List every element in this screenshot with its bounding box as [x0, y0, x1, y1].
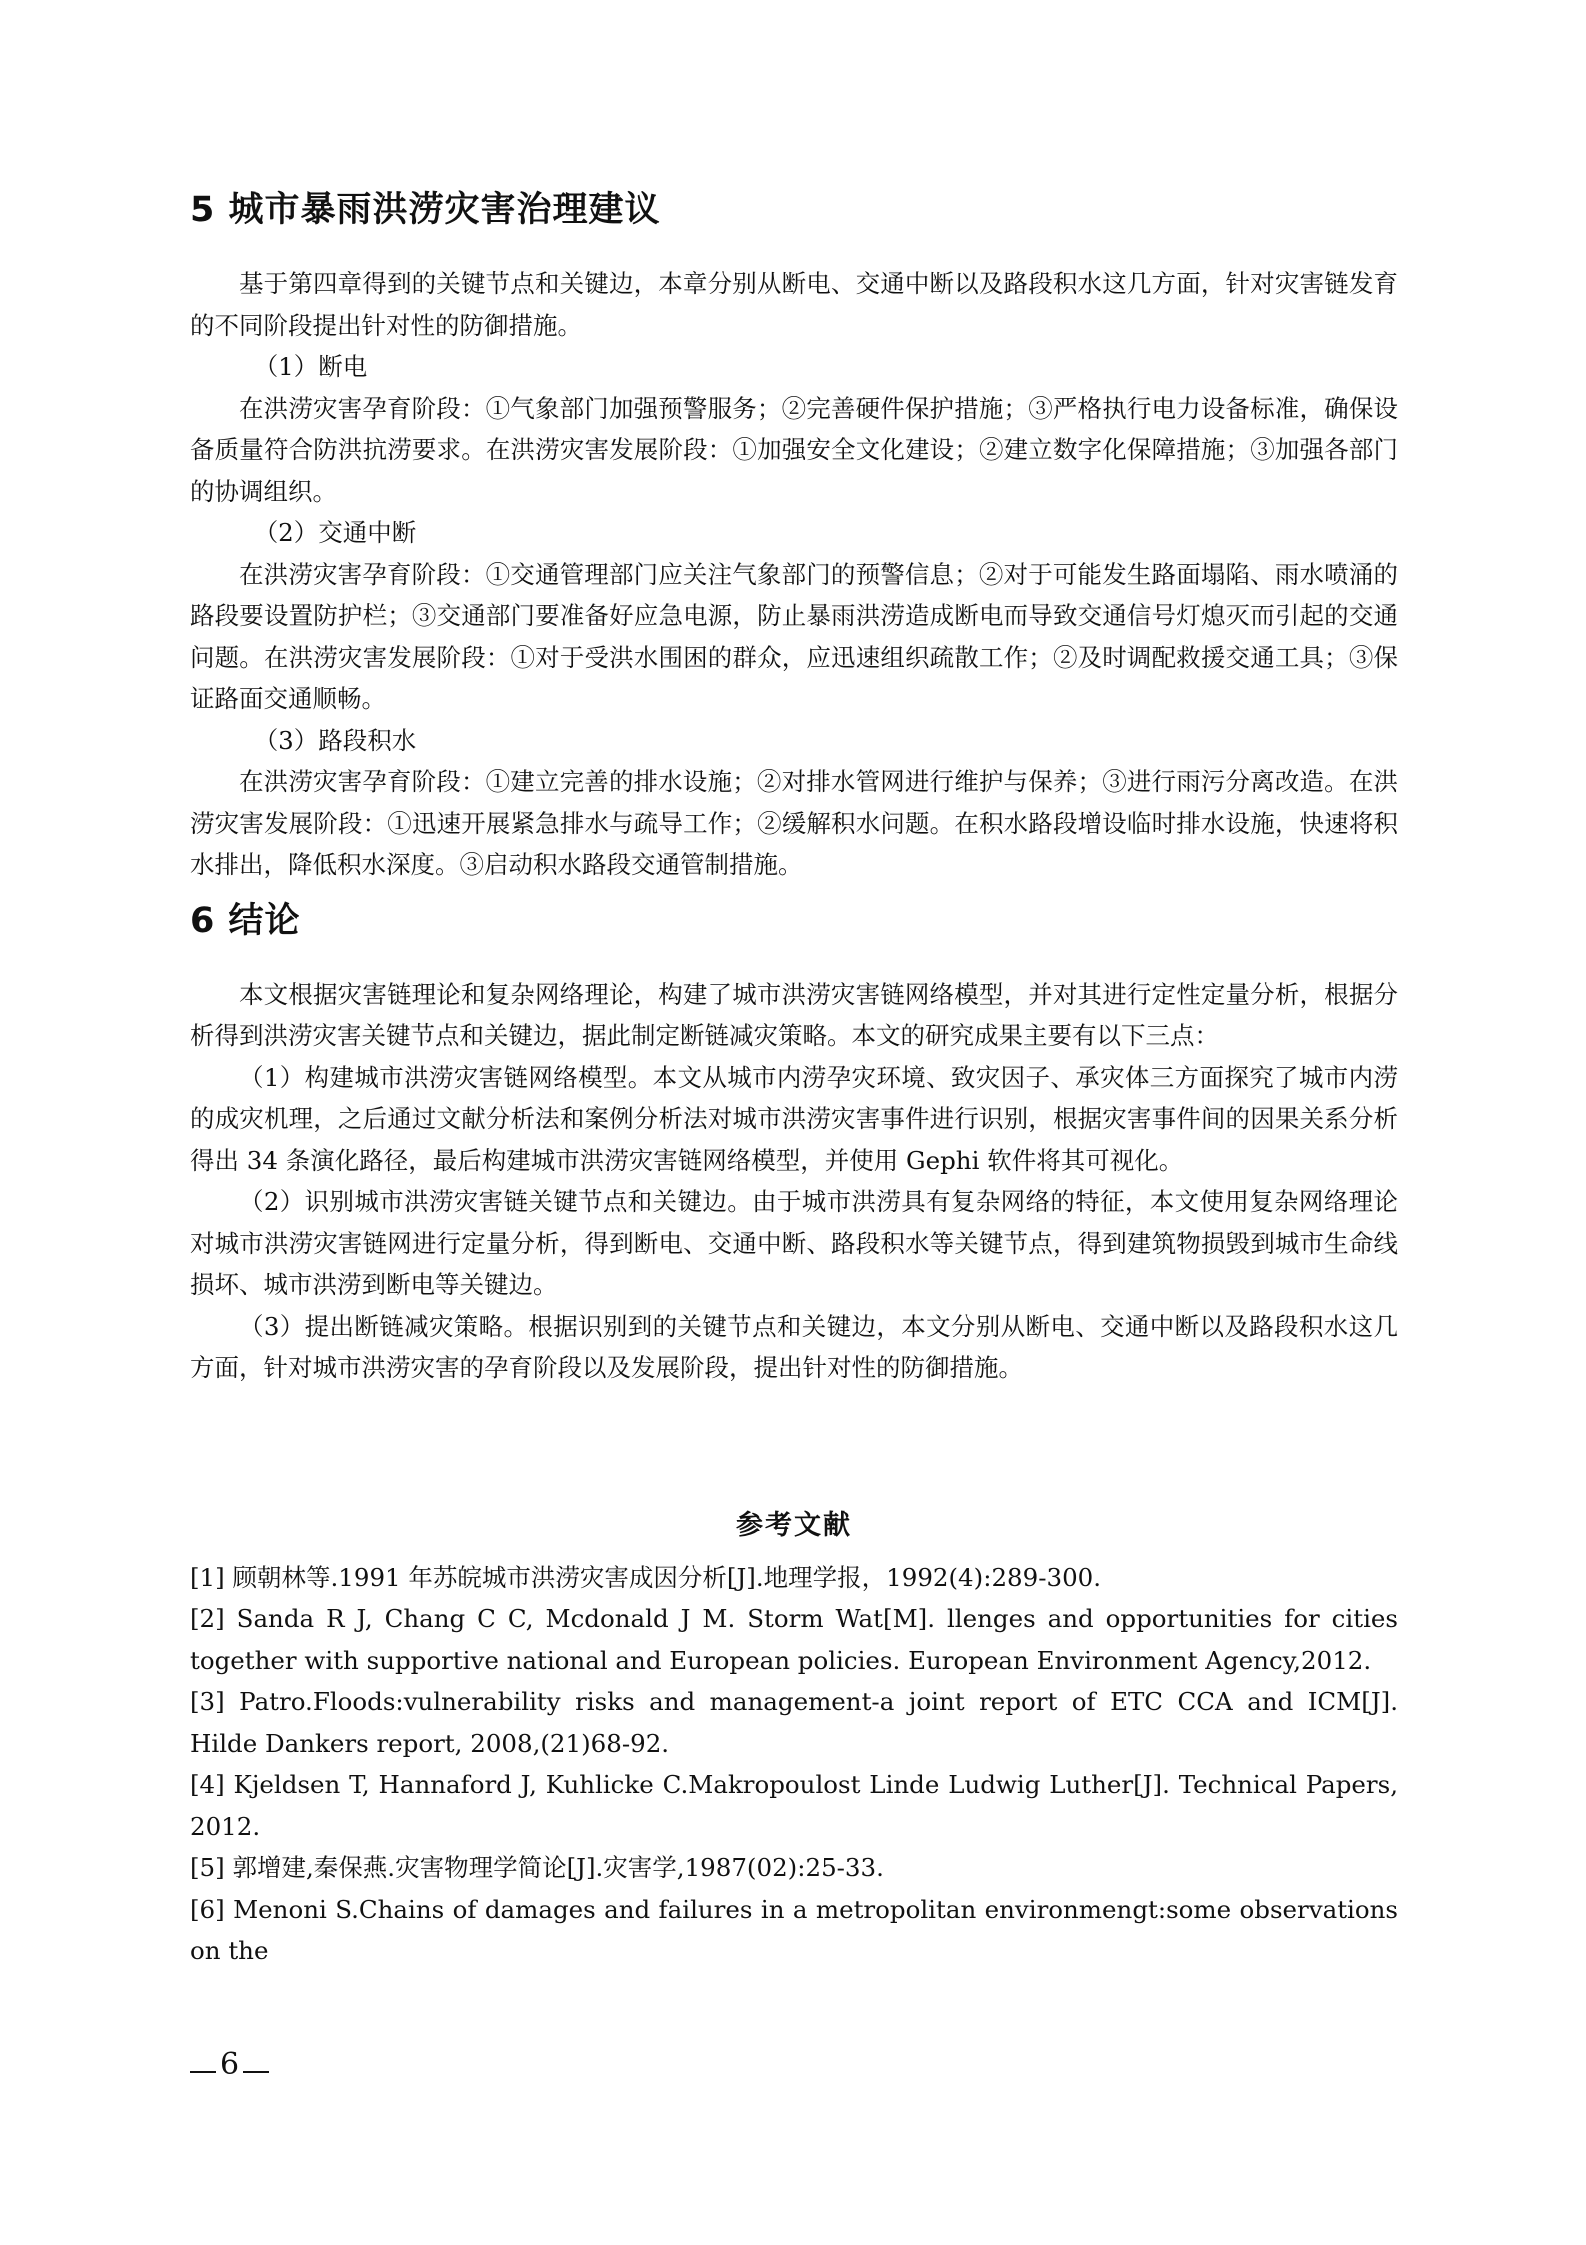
section-5-intro: 基于第四章得到的关键节点和关键边，本章分别从断电、交通中断以及路段积水这几方面，针对灾害链发育的不同阶段提出针对性的防御措施。	[190, 269, 1398, 340]
section-6-heading: 6 结论	[190, 900, 301, 941]
conclusion-paragraph: （2）识别城市洪涝灾害链关键节点和关键边。由于城市洪涝具有复杂网络的特征，本文使用复杂网络理论对城市洪涝灾害链网进行定量分析，得到断电、交通中断、路段积水等关键节点，得到建筑物损毁到城市生命线损坏、城市洪涝到断电等关键边。	[190, 1187, 1398, 1299]
item-2-label: （2）交通中断	[253, 518, 417, 547]
page-number-left-dash	[190, 2071, 216, 2073]
reference-item: [2] Sanda R J, Chang C C, Mcdonald J M. Storm Wat[M]. llenges and opportunities for cities together with supportive national and European policies. European Environment Agency,2012.	[190, 1604, 1398, 1675]
conclusion-paragraph: （1）构建城市洪涝灾害链网络模型。本文从城市内涝孕灾环境、致灾因子、承灾体三方面探究了城市内涝的成灾机理，之后通过文献分析法和案例分析法对城市洪涝灾害事件进行识别，根据灾害事件间的因果关系分析得出 34 条演化路径，最后构建城市洪涝灾害链网络模型，并使用 Gephi 软件将其可视化。	[190, 1062, 1398, 1175]
page-number-right-dash	[243, 2071, 269, 2073]
page-number-value: 6	[220, 2047, 240, 2082]
item-2-text: 在洪涝灾害孕育阶段：①交通管理部门应关注气象部门的预警信息；②对于可能发生路面塌陷、雨水喷涌的路段要设置防护栏；③交通部门要准备好应急电源，防止暴雨洪涝造成断电而导致交通信号灯熄灭而引起的交通问题。在洪涝灾害发展阶段：①对于受洪水围困的群众，应迅速组织疏散工作；②及时调配救援交通工具；③保证路面交通顺畅。	[190, 559, 1398, 713]
conclusion-paragraph: 本文根据灾害链理论和复杂网络理论，构建了城市洪涝灾害链网络模型，并对其进行定性定量分析，根据分析得到洪涝灾害关键节点和关键边，据此制定断链减灾策略。本文的研究成果主要有以下三点：	[190, 979, 1398, 1050]
item-3-label: （3）路段积水	[253, 725, 417, 755]
item-1-text: 在洪涝灾害孕育阶段：①气象部门加强预警服务；②完善硬件保护措施；③严格执行电力设备标准，确保设备质量符合防洪抗涝要求。在洪涝灾害发展阶段：①加强安全文化建设；②建立数字化保障措施；③加强各部门的协调组织。	[190, 393, 1398, 506]
page-number	[190, 2045, 269, 2085]
reference-item: [5] 郭增建,秦保燕.灾害物理学简论[J].灾害学,1987(02):25-33.	[190, 1853, 884, 1882]
reference-item: [4] Kjeldsen T, Hannaford J, Kuhlicke C.Makropoulost Linde Ludwig Luther[J]. Technical Papers, 2012.	[190, 1770, 1398, 1841]
conclusion-paragraph: （3）提出断链减灾策略。根据识别到的关键节点和关键边，本文分别从断电、交通中断以及路段积水这几方面，针对城市洪涝灾害的孕育阶段以及发展阶段，提出针对性的防御措施。	[190, 1311, 1398, 1382]
item-3-text: 在洪涝灾害孕育阶段：①建立完善的排水设施；②对排水管网进行维护与保养；③进行雨污分离改造。在洪涝灾害发展阶段：①迅速开展紧急排水与疏导工作；②缓解积水问题。在积水路段增设临时排水设施，快速将积水排出，降低积水深度。③启动积水路段交通管制措施。	[190, 767, 1398, 879]
reference-item: [6] Menoni S.Chains of damages and failures in a metropolitan environmengt:some observations on the	[190, 1894, 1398, 1965]
section-5-heading: 5 城市暴雨洪涝灾害治理建议	[190, 190, 661, 230]
reference-item: [3] Patro.Floods:vulnerability risks and management-a joint report of ETC CCA and ICM[J]. Hilde Dankers report, 2008,(21)68-92.	[190, 1687, 1398, 1758]
reference-list	[190, 1557, 1398, 1972]
document-page	[190, 180, 1398, 1972]
item-1-label: （1）断电	[253, 352, 368, 381]
reference-item: [1] 顾朝林等.1991 年苏皖城市洪涝灾害成因分析[J].地理学报，1992(4):289-300.	[190, 1562, 1102, 1592]
references-title: 参考文献	[736, 1509, 852, 1541]
